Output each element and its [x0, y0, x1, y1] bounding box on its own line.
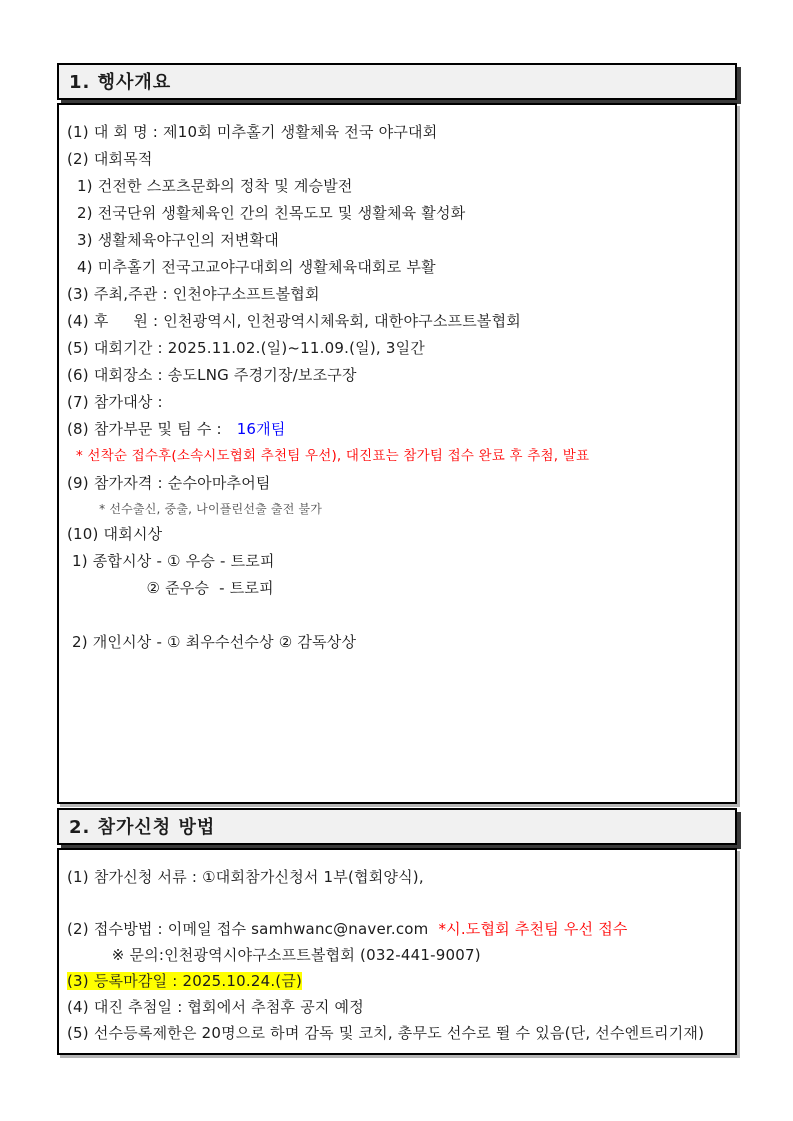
section-title: 1. 행사개요: [69, 72, 172, 93]
text-segment: (8) 참가부문 및 팀 수 :: [67, 420, 237, 438]
eligibility-note: * 선수출신, 중출, 나이플린선출 출전 불가: [67, 502, 323, 516]
text-line: [67, 890, 727, 916]
email-address: samhwanc@naver.com: [251, 920, 429, 938]
text-line: [67, 864, 727, 890]
text-segment: 2) 전국단위 생활체육인 간의 친목도모 및 생활체육 활성화: [67, 204, 466, 222]
text-line: [67, 200, 727, 227]
text-segment: 4) 미추홀기 전국고교야구대회의 생활체육대회로 부활: [67, 258, 436, 276]
text-line: [67, 497, 727, 521]
priority-note: * 선착순 접수후(소속시도협회 추천팀 우선), 대진표는 참가팀 접수 완료 후 추첨, 발표: [67, 448, 590, 464]
text-line: [67, 548, 727, 575]
text-line: [67, 521, 727, 548]
text-segment: (1) 참가신청 서류 : ①대회참가신청서 1부(협회양식),: [67, 868, 424, 886]
text-segment: (1) 대 회 명 : 제10회 미추홀기 생활체육 전국 야구대회: [67, 123, 438, 141]
text-segment: (4) 후 원 : 인천광역시, 인천광역시체육회, 대한야구소프트볼협회: [67, 312, 521, 330]
section-body-overview: [57, 103, 737, 804]
text-line: [67, 443, 727, 470]
team-count: 16개팀: [236, 420, 286, 438]
text-line: [67, 942, 727, 968]
text-line: [67, 227, 727, 254]
text-line: [67, 968, 727, 994]
text-line: [67, 335, 727, 362]
text-line: [67, 602, 727, 629]
text-segment: (2) 대회목적: [67, 150, 153, 168]
text-segment: ② 준우승 - 트로피: [67, 579, 274, 597]
contact-info: ※ 문의:인천광역시야구소프트볼협회 (032-441-9007): [67, 946, 481, 964]
text-line: [67, 416, 727, 443]
text-segment: (4) 대진 추첨일 : 협회에서 추첨후 공지 예정: [67, 998, 364, 1016]
section-header-application: [57, 808, 737, 845]
text-line: [67, 1020, 727, 1046]
text-segment: (7) 참가대상 :: [67, 393, 168, 411]
text-segment: [429, 920, 439, 938]
text-segment: (10) 대회시상: [67, 525, 163, 543]
section-body-application: [57, 848, 737, 1055]
text-segment: 2) 개인시상 - ① 최우수선수상 ② 감독상상: [67, 633, 357, 651]
text-line: [67, 119, 727, 146]
text-segment: (5) 선수등록제한은 20명으로 하며 감독 및 코치, 총무도 선수로 뛸 수 있음(단, 선수엔트리기재): [67, 1024, 705, 1042]
text-line: [67, 173, 727, 200]
text-segment: (5) 대회기간 : 2025.11.02.(일)~11.09.(일), 3일간: [67, 339, 425, 357]
email-priority-note: *시.도협회 추천팀 우선 접수: [438, 920, 628, 938]
text-line: [67, 281, 727, 308]
text-line: [67, 362, 727, 389]
text-segment: 1) 종합시상 - ① 우승 - 트로피: [67, 552, 275, 570]
text-segment: 3) 생활체육야구인의 저변확대: [67, 231, 279, 249]
text-line: [67, 916, 727, 942]
text-line: [67, 575, 727, 602]
text-segment: (9) 참가자격 : 순수아마추어팀: [67, 474, 271, 492]
text-line: [67, 254, 727, 281]
text-segment: 1) 건전한 스포츠문화의 정착 및 계승발전: [67, 177, 353, 195]
section-header-overview: [57, 63, 737, 100]
text-segment: (6) 대회장소 : 송도LNG 주경기장/보조구장: [67, 366, 357, 384]
text-line: [67, 146, 727, 173]
deadline-highlight: (3) 등록마감일 : 2025.10.24.(금): [67, 972, 303, 990]
text-line: [67, 470, 727, 497]
text-segment: (2) 접수방법 : 이메일 접수: [67, 920, 252, 938]
text-line: [67, 629, 727, 656]
section-title: 2. 참가신청 방법: [69, 817, 216, 838]
text-line: [67, 308, 727, 335]
text-line: [67, 389, 727, 416]
text-line: [67, 994, 727, 1020]
text-segment: (3) 주최,주관 : 인천야구소프트볼협회: [67, 285, 320, 303]
